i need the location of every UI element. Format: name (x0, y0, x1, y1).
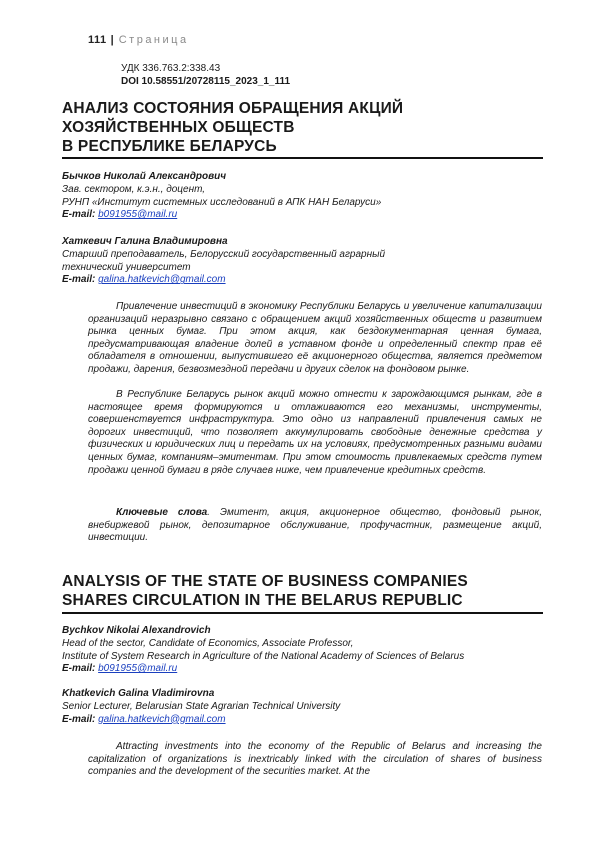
page-header (88, 34, 189, 46)
email-label: E-mail: (62, 713, 96, 725)
title-ru-line-3: В РЕСПУБЛИКЕ БЕЛАРУСЬ (62, 138, 277, 155)
email-label: E-mail: (62, 663, 96, 675)
author-position: Head of the sector, Candidate of Economics, Associate Professor, (62, 637, 354, 649)
header-separator: | (110, 34, 115, 46)
udk-code: УДК 336.763.2:338.43 (121, 63, 221, 74)
email-link[interactable]: b091955@mail.ru (98, 209, 178, 221)
author-position: Senior Lecturer, Belarusian State Agrarian Technical University (62, 700, 341, 712)
email-label: E-mail: (62, 209, 96, 221)
abstract-en-paragraph-1: Attracting investments into the economy of the Republic of Belarus and increasing the capitalization of organizations is inextricably linked with the circulation of shares of business companies and the development of the securities market. At the (88, 741, 542, 778)
page-number: 111 (88, 34, 107, 46)
title-en (62, 572, 542, 610)
author-name: Khatkevich Galina Vladimirovna (62, 688, 215, 699)
email-label: E-mail: (62, 274, 96, 286)
author-email-row (62, 714, 542, 727)
keywords-label: Ключевые слова (116, 507, 208, 518)
author-name: Бычков Николай Александрович (62, 171, 227, 182)
author-email-row (62, 663, 542, 676)
email-link[interactable]: b091955@mail.ru (98, 663, 178, 675)
author-affiliation: технический университет (62, 261, 191, 273)
title-en-line-2: SHARES CIRCULATION IN THE BELARUS REPUBLIC (62, 592, 463, 609)
author-en-2 (62, 688, 542, 726)
keywords-text: . Эмитент, акция, акционерное общество, фондовый рынок, внебиржевой рынок, депозитарное обслуживание, профучастник, размещение акций, инвестиции. (88, 507, 542, 544)
author-en-1 (62, 625, 542, 676)
author-name: Хаткевич Галина Владимировна (62, 236, 228, 247)
author-ru-1 (62, 171, 542, 222)
title-ru-rule (62, 157, 543, 159)
title-en-rule (62, 612, 543, 614)
article-codes (121, 62, 290, 88)
abstract-ru-paragraph-1: Привлечение инвестиций в экономику Республики Беларусь и увеличение капитализации организаций неразрывно связано с обращением акций хозяйственных обществ и развитием рынка ценных бумаг. При этом акция, как бездокументарная ценная бумага, предусматривающая владение долей в уставном фонде и определенный спектр прав её обладателя в отношении, выпустившего её акционерного общества, является предметом продажи, дарения, безвозмездной передачи и других сделок на фондовом рынке. (88, 301, 542, 375)
doi-code: DOI 10.58551/20728115_2023_1_111 (121, 76, 291, 87)
title-ru-line-1: АНАЛИЗ СОСТОЯНИЯ ОБРАЩЕНИЯ АКЦИЙ (62, 100, 404, 117)
abstract-ru-paragraph-2: В Республике Беларусь рынок акций можно отнести к зарождающимся рынкам, где в настоящее время формируются и отлаживаются его механизмы, инструменты, совершенствуется инфраструктура. Это одно из направлений привлечения самых не дорогих инвестиций, что позволяет аккумулировать свободные денежные средства у физических и юридических лиц и передать их на условиях, предусмотренных разными видами ценных бумаг, компаниям–эмитентам. При этом стоимость привлекаемых средств путем продажи ценной бумаги в ряде случаев ниже, чем привлечение кредитных средств. (88, 389, 542, 476)
author-email-row (62, 209, 542, 222)
page-word: Страница (118, 34, 189, 46)
author-name: Bychkov Nikolai Alexandrovich (62, 625, 211, 636)
author-ru-2 (62, 236, 542, 287)
author-position: Зав. сектором, к.э.н., доцент, (62, 183, 206, 195)
title-ru-line-2: ХОЗЯЙСТВЕННЫХ ОБЩЕСТВ (62, 119, 295, 136)
author-email-row (62, 274, 542, 287)
keywords-ru (88, 507, 542, 545)
email-link[interactable]: galina.hatkevich@gmail.com (98, 713, 226, 725)
author-affiliation: Institute of System Research in Agriculture of the National Academy of Sciences of Belarus (62, 650, 465, 662)
title-en-line-1: ANALYSIS OF THE STATE OF BUSINESS COMPANIES (62, 573, 468, 590)
email-link[interactable]: galina.hatkevich@gmail.com (98, 274, 226, 286)
title-ru (62, 99, 542, 156)
author-affiliation: РУНП «Институт системных исследований в АПК НАН Беларуси» (62, 196, 382, 208)
author-position: Старший преподаватель, Белорусский государственный аграрный (62, 248, 386, 260)
